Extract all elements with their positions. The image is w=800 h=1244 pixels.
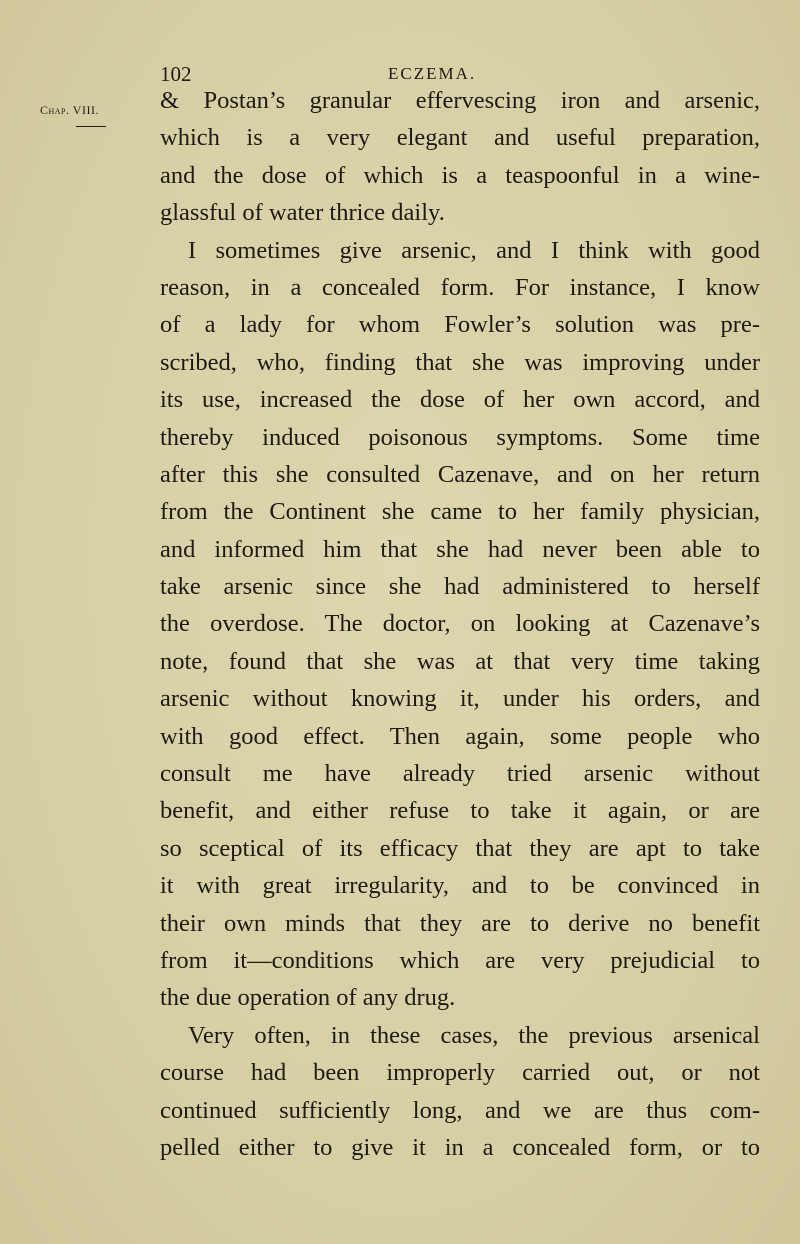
- text-line: Very often, in these cases, the previous arsenical: [188, 1021, 760, 1049]
- text-line: reason, in a concealed form. For instance, I know: [160, 273, 760, 301]
- chapter-margin-note: Chap. VIII.: [40, 103, 99, 117]
- text-line: benefit, and either refuse to take it again, or are: [160, 797, 760, 825]
- margin-note-underline: [76, 126, 106, 127]
- text-line: their own minds that they are to derive no benefit: [160, 909, 760, 937]
- text-line: arsenic without knowing it, under his orders, and: [160, 685, 760, 713]
- text-line: course had been improperly carried out, or not: [160, 1059, 760, 1087]
- text-line: continued sufficiently long, and we are thus com-: [160, 1096, 760, 1124]
- text-line: after this she consulted Cazenave, and on her return: [160, 460, 760, 488]
- text-line: and the dose of which is a teaspoonful in a wine-: [160, 161, 760, 189]
- text-line: and informed him that she had never been able to: [160, 535, 760, 563]
- text-line: I sometimes give arsenic, and I think with good: [188, 236, 760, 264]
- text-line: scribed, who, finding that she was improving under: [160, 348, 760, 376]
- text-line: take arsenic since she had administered to herself: [160, 573, 760, 601]
- text-line: from it—conditions which are very prejudicial to: [160, 946, 760, 974]
- running-title: ECZEMA.: [388, 64, 477, 83]
- text-line: with good effect. Then again, some people who: [160, 722, 760, 750]
- text-line: of a lady for whom Fowler’s solution was pre-: [160, 311, 760, 339]
- page-number: 102: [160, 62, 192, 86]
- text-line: which is a very elegant and useful preparation,: [160, 124, 760, 152]
- text-line: its use, increased the dose of her own accord, and: [160, 386, 760, 414]
- text-line: consult me have already tried arsenic without: [160, 760, 760, 788]
- body-text: [160, 82, 760, 1166]
- text-line: thereby induced poisonous symptoms. Some time: [160, 423, 760, 451]
- text-line: note, found that she was at that very time taking: [160, 647, 760, 675]
- text-line: & Postan’s granular effervescing iron and arsenic,: [160, 87, 760, 114]
- text-line: so sceptical of its efficacy that they are apt to take: [160, 834, 760, 862]
- text-line: the overdose. The doctor, on looking at Cazenave’s: [160, 610, 760, 638]
- text-line: the due operation of any drug.: [160, 984, 456, 1012]
- text-line: from the Continent she came to her family physician,: [160, 498, 760, 526]
- text-line: pelled either to give it in a concealed form, or to: [160, 1133, 760, 1161]
- text-line: glassful of water thrice daily.: [160, 199, 445, 227]
- text-line: it with great irregularity, and to be convinced in: [160, 872, 760, 900]
